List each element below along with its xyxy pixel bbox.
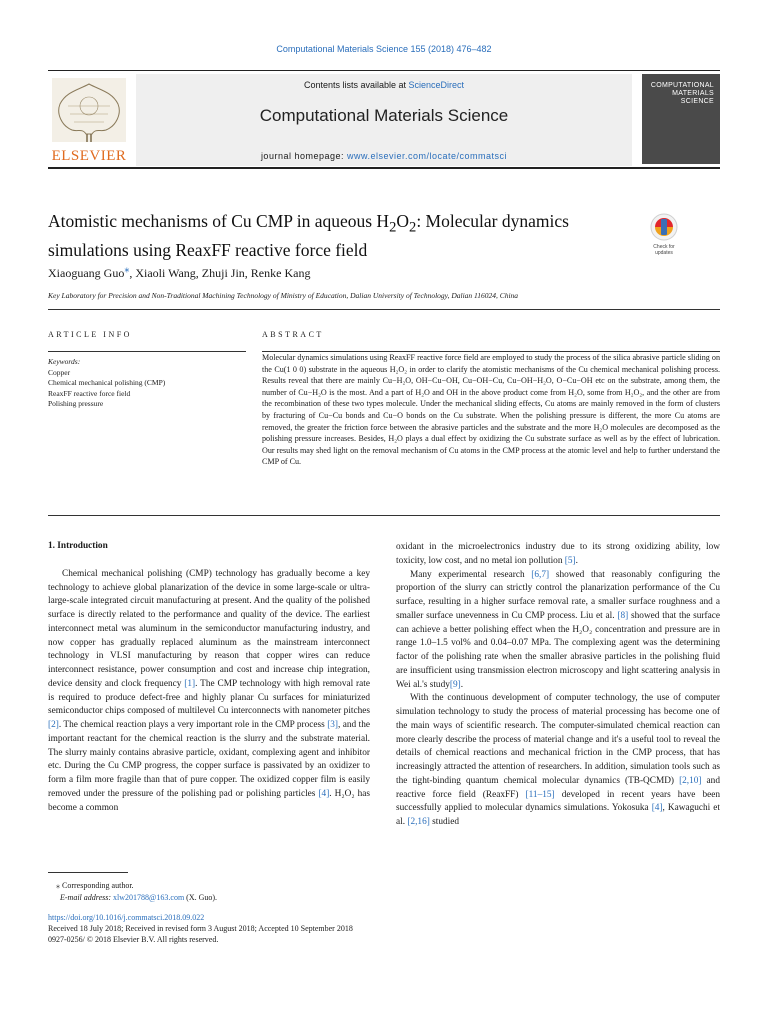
paragraph-text: oxidant in the microelectronics industry due to its strong oxidizing ability, low toxicity, low cost, and no metal ion pollution <box>396 542 720 566</box>
title-line-2: simulations using ReaxFF reactive force field <box>48 239 368 260</box>
article-info-heading: ARTICLE INFO <box>48 330 132 339</box>
author-list <box>48 264 310 281</box>
doi-link[interactable]: https://doi.org/10.1016/j.commatsci.2018.09.022 <box>48 913 205 922</box>
body-column-right <box>396 541 720 830</box>
contents-availability <box>136 80 632 90</box>
title-subscript: 2 <box>409 219 417 236</box>
paragraph-text: . H₂O₂ has become a common <box>48 788 371 813</box>
paragraph-text: . <box>575 555 578 566</box>
corresponding-author-mark[interactable]: ⁎ <box>124 264 130 275</box>
abstract-heading: ABSTRACT <box>262 330 324 339</box>
citation-link[interactable]: [4] <box>318 788 330 799</box>
keywords-block <box>48 357 246 410</box>
homepage-prefix: journal homepage: <box>260 151 347 161</box>
journal-cover-thumbnail[interactable] <box>642 74 720 164</box>
paragraph-text: developed in recent years have been successfully applied to molecular dynamics simulations. Yokosuka <box>396 789 720 814</box>
sciencedirect-link[interactable]: ScienceDirect <box>408 80 465 90</box>
email-label: E-mail address: <box>60 892 114 902</box>
copyright: 0927-0256/ © 2018 Elsevier B.V. All rights reserved. <box>48 935 219 944</box>
paragraph-text: Chemical mechanical polishing (CMP) technology has gradually become a key technology to achieve global planarization of the device in some large-scale or ultra-large-scale integrated circuit manufacturing at present. And the quality of the polished surface is directly related to the performance and quality of the device. The earliest interconnect metal was aluminum in the semiconductor manufacturing industry, and now copper has gradually replaced aluminum as the mainstream interconnect technology in VLSI manufacturing by reason that copper wires can reduce interconnect resistance, power consumption and cost and increase chip integration, device density and clock frequency <box>48 568 370 689</box>
journal-citation-link[interactable]: Computational Materials Science 155 (2018) 476–482 <box>276 44 492 54</box>
keywords-label: Keywords: <box>48 357 81 366</box>
divider <box>48 309 720 310</box>
paragraph-text: showed that the surface can achieve a better polishing effect when the H₂O₂ concentration and pressure are in range 1.0–1.5 vol% and 0.04–0.07 MPa. The complexing agent was the determining factor of the polishing rate when the smaller abrasive particles in the polishing fluid are insufficient using transmission electron microscopy and light scattering analysis in Wei al.'s study <box>396 610 720 690</box>
footnote <box>48 880 217 903</box>
header-top-rule <box>48 70 720 71</box>
footnote-rule <box>48 872 128 873</box>
email-suffix: (X. Guo). <box>184 892 218 902</box>
elsevier-logo-icon <box>48 76 130 164</box>
author-email-link[interactable]: xlw201788@163.com <box>113 892 185 902</box>
article-footer <box>48 912 353 945</box>
citation-link[interactable]: [8] <box>617 610 629 621</box>
author-name[interactable]: Xiaoguang Guo <box>48 266 125 280</box>
author-names: , Xiaoli Wang, Zhuji Jin, Renke Kang <box>129 266 311 280</box>
citation-link[interactable]: [1] <box>184 678 196 689</box>
publisher-wordmark: ELSEVIER <box>51 148 127 164</box>
title-text: Atomistic mechanisms of Cu CMP in aqueous H <box>48 211 390 231</box>
check-for-updates-icon[interactable] <box>646 212 682 258</box>
contents-prefix: Contents lists available at <box>303 80 409 90</box>
homepage-url-link[interactable]: www.elsevier.com/locate/commatsci <box>347 151 508 161</box>
citation-link[interactable]: [2,16] <box>407 817 430 827</box>
cover-title-line: MATERIALS <box>672 90 714 97</box>
header-bottom-rule <box>48 167 720 169</box>
paragraph-text: . <box>460 679 464 690</box>
title-text: : Molecular dynamics <box>416 211 569 231</box>
author-affiliation: Key Laboratory for Precision and Non-Traditional Machining Technology of Ministry of Education, Dalian University of Technology, Dalian 116024, China <box>48 291 519 300</box>
paragraph <box>396 569 720 693</box>
paragraph-text: , Kawaguchi et al. <box>396 803 720 827</box>
footnote-mark: ⁎ <box>56 881 60 890</box>
footnote-text: Corresponding author. <box>60 881 134 890</box>
citation-link[interactable]: [5] <box>564 555 576 566</box>
cover-title-line: SCIENCE <box>680 98 714 105</box>
crossmark-label: updates <box>655 250 673 256</box>
paragraph-text: and reactive force field (ReaxFF) <box>396 775 720 800</box>
cover-title <box>651 82 714 106</box>
journal-name: Computational Materials Science <box>259 106 509 125</box>
received-dates: Received 18 July 2018; Received in revised form 3 August 2018; Accepted 10 September 2018 <box>48 924 353 933</box>
body-column-left <box>48 540 370 815</box>
citation-link[interactable]: [6,7] <box>531 569 550 580</box>
paragraph-text: . The CMP technology with high removal rate is required to produce defect-free and highly planar Cu surfaces for miniaturized semiconductor chips composed of multilevel Cu interconnects with nanometer pitches <box>48 678 370 717</box>
paragraph-text: With the continuous development of computer technology, the use of computer simulation technology to study the process of material processing has become one of the main ways of scientific research. The computer-simulated chemical reaction can more clearly describe the process of material change and it's a useful tool to reveal the details of chemical reactions and mechanical friction in the CMP process, that has increasingly attracted the attention of researchers. In addition, simulation tools such as the tight-binding quantum chemical molecular dynamics (TB-QCMD) <box>396 693 720 786</box>
citation-link[interactable]: [9] <box>449 679 461 690</box>
keyword-item: Polishing pressure <box>48 399 104 408</box>
citation-link[interactable]: [3] <box>327 720 339 730</box>
title-text: O <box>396 211 410 231</box>
paragraph-text: Many experimental research <box>410 569 532 580</box>
keyword-item: Chemical mechanical polishing (CMP) <box>48 378 166 387</box>
citation-link[interactable]: [4] <box>651 803 663 814</box>
paragraph <box>396 541 720 569</box>
cover-title-line: COMPUTATIONAL <box>650 82 714 89</box>
citation-link[interactable]: [11–15] <box>525 789 555 800</box>
citation-link[interactable]: [2,10] <box>679 775 702 786</box>
divider <box>48 351 246 352</box>
keyword-item: Copper <box>48 367 71 377</box>
paragraph <box>48 568 370 816</box>
crossmark-label: Check for <box>653 244 675 250</box>
title-subscript: 2 <box>389 219 397 236</box>
journal-homepage <box>136 151 632 161</box>
keyword-item: ReaxFF reactive force field <box>48 388 131 398</box>
section-title: 1. Introduction <box>48 541 108 551</box>
paragraph <box>396 692 720 830</box>
paragraph-text: showed that reasonably configuring the proportion of the slurry can strictly control the planarization performance of the Cu surface, resulting in a higher surface removal rate, a smaller surface roughness and a smaller surface unevenness in Cu CMP process. Liu et al. <box>396 569 720 621</box>
paragraph-text: . The chemical reaction plays a very important role in the CMP process <box>58 720 328 730</box>
paragraph-text: studied <box>429 817 460 827</box>
abstract-text: Molecular dynamics simulations using ReaxFF reactive force field are employed to study the process of the silica abrasive particle sliding on the Cu(1 0 0) substrate in the aqueous H₂O₂ in order to clarify the atomistic mechanisms of the Cu chemical mechanical polishing process. Results reveal that there are mainly Cu−H₂O, OH−Cu−OH, Cu−OH−Cu, Cu−OH−H₂O, O−Cu−OH etc on the substrate, among them, the number of Cu−H₂O is the most. And a part of H₂O and OH in the above product come from H₂O, some from H₂O₂, and the other are from the recombination of these two types molecule. Under the mechanical sliding effects, Cu atoms are mainly removed in the form of clusters by fracturing of Cu−Cu bonds and Cu−O bonds on the Cu substrate. When the polishing pressure is different, the more Cu atoms are removed, the greater the friction force between the abrasive particles and the substrate and the more H₂O molecules are decomposed as the polishing pressure increases. Besides, H₂O plays a dual effect by oxidizing the Cu substrate surface as well as by the effect of lubrication. Our results may shed light on the removal mechanism of Cu atoms in the CMP process at the atomic level and help to further understand the CMP of Cu. <box>262 353 720 467</box>
article-title <box>48 210 638 261</box>
paragraph-text: , and the important reactant for the chemical reaction is the slurry and the substrate material. The slurry mainly contains abrasive particle, oxidant, complexing agent and inhibitor etc. During the Cu CMP progress, the copper surface is passivated by an oxidizer to form a film more fragile than that of pure copper. The oxidized copper film is easily removed under the pressure of the polishing pad or polishing particles <box>48 720 370 799</box>
citation-link[interactable]: [2] <box>48 720 59 730</box>
divider <box>48 515 720 516</box>
